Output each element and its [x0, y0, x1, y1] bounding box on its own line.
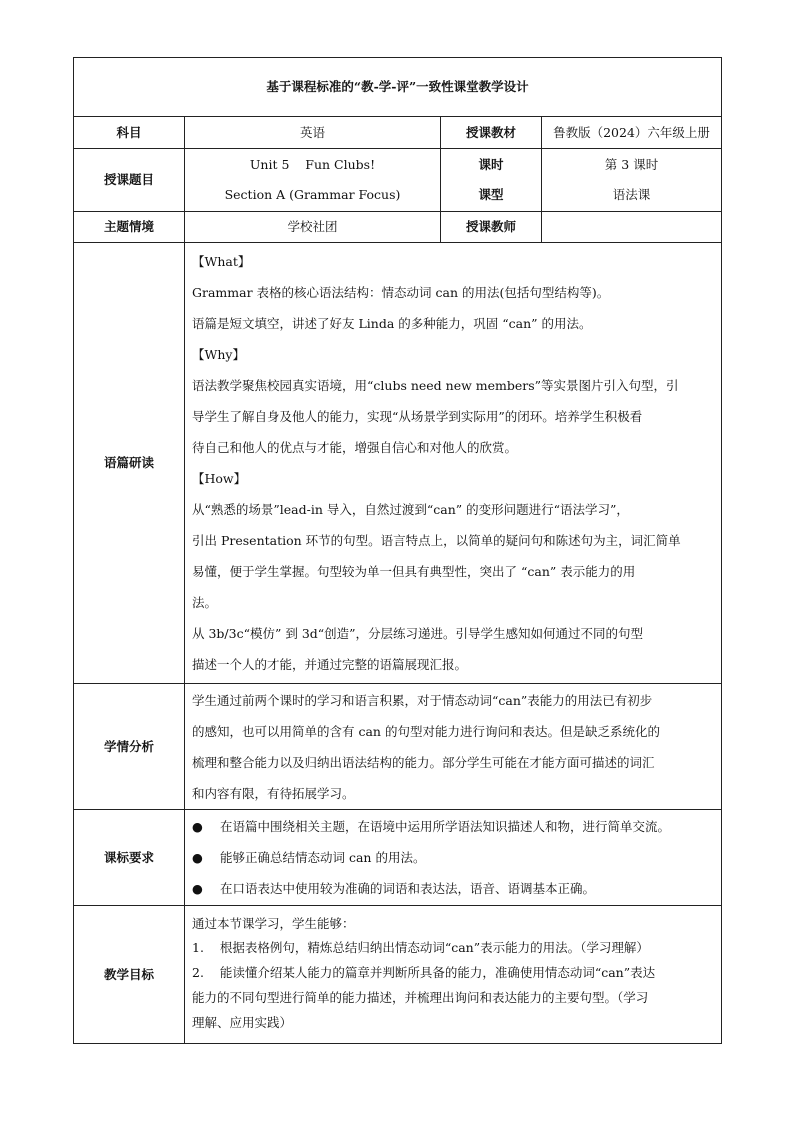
- type-value: 语法课: [612, 187, 651, 202]
- goals-line: 1. 根据表格例句，精炼总结归纳出情态动词“can”表示能力的用法。（学习理解）: [192, 939, 649, 955]
- standards-item-text: 在语篇中围绕相关主题，在语境中运用所学语法知识描述人和物，进行简单交流。: [220, 819, 671, 834]
- learner-line: 梳理和整合能力以及归纳出语法结构的能力。部分学生可能在才能方面可描述的词汇: [192, 754, 655, 770]
- text-study-line: 从“熟悉的场景”lead-in 导入，自然过渡到“can” 的变形问题进行“语法学习”，: [192, 502, 629, 517]
- learner-line: 和内容有限，有待拓展学习。: [192, 785, 355, 801]
- standards-item: [192, 842, 714, 873]
- standards-item-text: 能够正确总结情态动词 can 的用法。: [220, 850, 426, 865]
- goals-line: 能力的不同句型进行简单的能力描述，并梳理出询问和表达能力的主要句型。（学习: [192, 989, 649, 1005]
- text-study-line: 引出 Presentation 环节的句型。语言特点上，以简单的疑问句和陈述句为主，词汇简单: [192, 533, 681, 548]
- text-study-line: Grammar 表格的核心语法结构：情态动词 can 的用法(包括句型结构等)。: [192, 285, 610, 300]
- standards-item: [192, 811, 714, 842]
- text-study-line: 法。: [192, 595, 218, 610]
- subject-label: 科目: [74, 117, 185, 149]
- text-study-line: 语篇是短文填空，讲述了好友 Linda 的多种能力，巩固 “can” 的用法。: [192, 316, 592, 331]
- type-label: 课型: [478, 187, 504, 202]
- standards-content: [185, 810, 722, 906]
- topic-section: Section A (Grammar Focus): [224, 187, 401, 202]
- goals-label: 教学目标: [74, 906, 185, 1044]
- goals-line: 2. 能读懂介绍某人能力的篇章并判断所具备的能力，准确使用情态动词“can”表达: [192, 964, 656, 980]
- text-study-line: 语法教学聚焦校园真实语境，用“clubs need new members”等实景图片引入句型，引: [192, 378, 679, 393]
- goals-line: 理解、应用实践）: [192, 1014, 293, 1030]
- goals-content: [185, 906, 722, 1044]
- text-study-line: 从 3b/3c“模仿” 到 3d“创造”，分层练习递进。引导学生感知如何通过不同的句型: [192, 626, 644, 641]
- goals-intro: 通过本节课学习，学生能够：: [192, 915, 355, 931]
- learner-content: [185, 684, 722, 810]
- teacher-value: [542, 212, 722, 243]
- bullet-icon: ●: [192, 850, 203, 865]
- period-type-labels: [441, 149, 542, 212]
- text-study-line: 【What】: [192, 254, 251, 269]
- standards-label: 课标要求: [74, 810, 185, 906]
- theme-value: 学校社团: [185, 212, 441, 243]
- text-study-line: 描述一个人的才能，并通过完整的语篇展现汇报。: [192, 657, 468, 672]
- period-type-values: [542, 149, 722, 212]
- bullet-icon: ●: [192, 819, 203, 834]
- material-label: 授课教材: [441, 117, 542, 149]
- lesson-plan-table: [73, 57, 722, 1044]
- theme-label: 主题情境: [74, 212, 185, 243]
- learner-line: 的感知，也可以用简单的含有 can 的句型对能力进行询问和表达。但是缺乏系统化的: [192, 723, 660, 739]
- text-study-label: 语篇研读: [74, 243, 185, 684]
- page-title: 基于课程标准的“教-学-评”一致性课堂教学设计: [74, 58, 722, 117]
- text-study-line: 【How】: [192, 471, 247, 486]
- topic-value: [185, 149, 441, 212]
- text-study-line: 待自己和他人的优点与才能，增强自信心和对他人的欣赏。: [192, 440, 518, 455]
- bullet-icon: ●: [192, 881, 203, 896]
- text-study-line: 易懂，便于学生掌握。句型较为单一但具有典型性，突出了 “can” 表示能力的用: [192, 564, 636, 579]
- topic-label: 授课题目: [74, 149, 185, 212]
- period-value: 第 3 课时: [604, 157, 659, 172]
- text-study-line: 导学生了解自身及他人的能力，实现“从场景学到实际用”的闭环。培养学生积极看: [192, 409, 643, 424]
- subject-value: 英语: [185, 117, 441, 149]
- learner-label: 学情分析: [74, 684, 185, 810]
- standards-item: [192, 873, 714, 904]
- period-label: 课时: [478, 157, 504, 172]
- text-study-content: [185, 243, 722, 684]
- text-study-line: 【Why】: [192, 347, 245, 362]
- material-value: 鲁教版（2024）六年级上册: [542, 117, 722, 149]
- learner-line: 学生通过前两个课时的学习和语言积累，对于情态动词“can”表能力的用法已有初步: [192, 692, 653, 708]
- topic-unit: Unit 5 Fun Clubs!: [249, 157, 376, 172]
- teacher-label: 授课教师: [441, 212, 542, 243]
- standards-item-text: 在口语表达中使用较为准确的词语和表达法，语音、语调基本正确。: [220, 881, 596, 896]
